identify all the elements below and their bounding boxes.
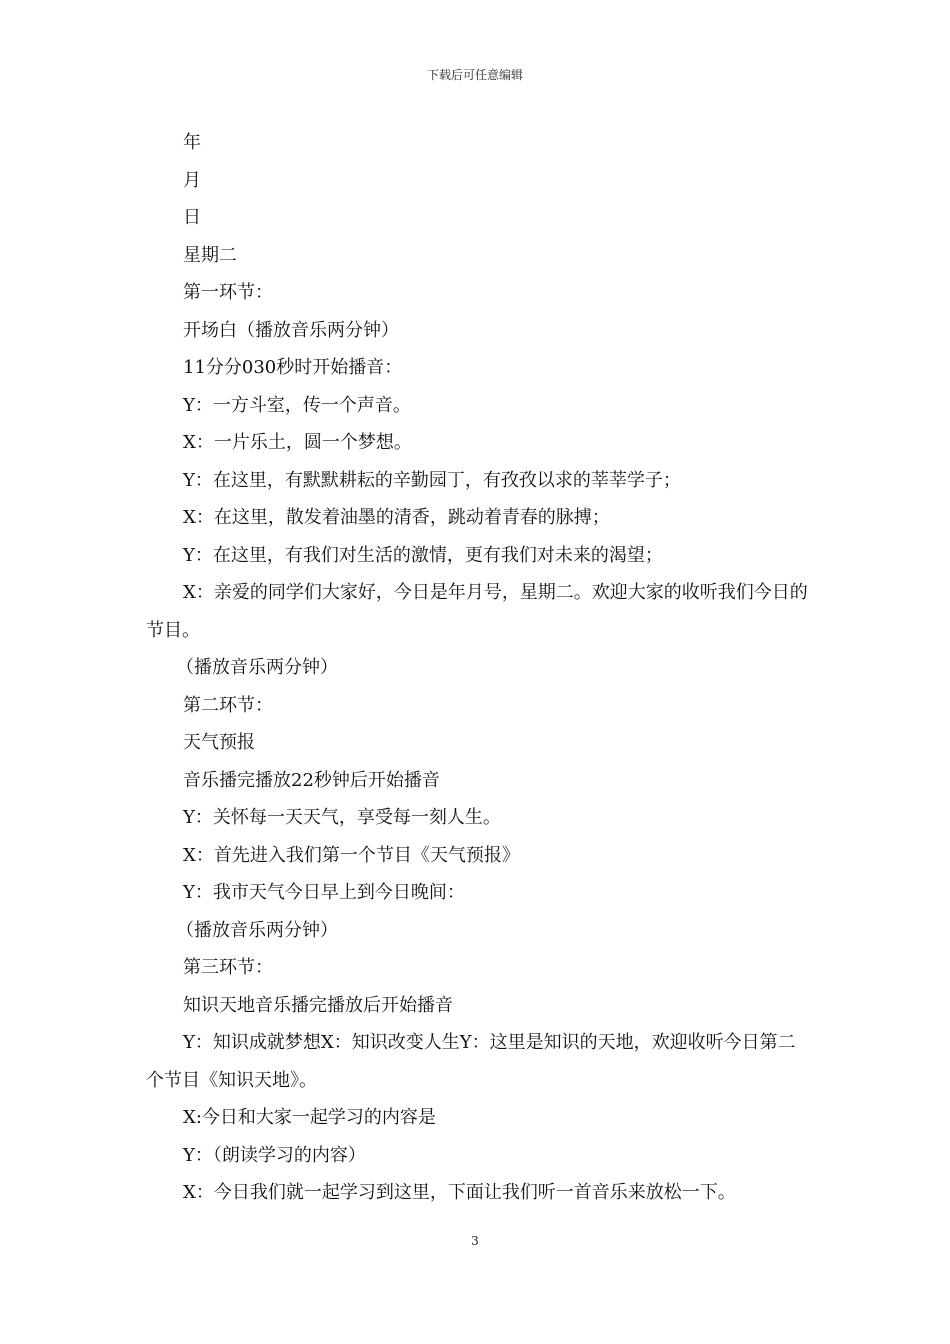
dialogue-line: X：首先进入我们第一个节目《天气预报》 bbox=[183, 844, 520, 866]
dialogue-paragraph: X：亲爱的同学们大家好，今日是年月号，星期二。欢迎大家的收听我们今日的节目。 bbox=[146, 582, 808, 641]
text-line: 开场白（播放音乐两分钟） bbox=[183, 319, 399, 341]
text-line-month: 月 bbox=[183, 169, 201, 191]
text-line: 知识天地音乐播完播放后开始播音 bbox=[183, 994, 453, 1016]
dialogue-paragraph: Y：知识成就梦想X：知识改变人生Y：这里是知识的天地，欢迎收听今日第二个节目《知识天地》。 bbox=[146, 1032, 796, 1091]
dialogue-line: Y：关怀每一天天气，享受每一刻人生。 bbox=[183, 807, 501, 828]
dialogue-line: Y：在这里，有我们对生活的激情，更有我们对未来的渴望； bbox=[183, 544, 663, 566]
dialogue-line: Y：在这里，有默默耕耘的辛勤园丁，有孜孜以求的莘莘学子； bbox=[183, 469, 681, 491]
section-heading-3: 第三环节： bbox=[183, 957, 273, 978]
dialogue-line: Y：一方斗室，传一个声音。 bbox=[183, 394, 411, 416]
dialogue-line: X:今日和大家一起学习的内容是 bbox=[183, 1107, 436, 1128]
text-line: 音乐播完播放22秒钟后开始播音 bbox=[183, 769, 440, 791]
dialogue-line: Y：（朗读学习的内容） bbox=[183, 1144, 366, 1166]
page-header: 下载后可任意编辑 bbox=[426, 68, 523, 82]
page-number: 3 bbox=[471, 1234, 479, 1248]
text-line: 天气预报 bbox=[183, 732, 255, 753]
dialogue-line: X：在这里，散发着油墨的清香，跳动着青春的脉搏； bbox=[183, 507, 610, 528]
dialogue-line: X：今日我们就一起学习到这里，下面让我们听一首音乐来放松一下。 bbox=[183, 1182, 736, 1203]
section-heading-2: 第二环节： bbox=[183, 694, 273, 716]
text-line: 11分分030秒时开始播音： bbox=[183, 357, 403, 378]
document-body bbox=[146, 124, 808, 1212]
text-line-weekday: 星期二 bbox=[183, 244, 237, 266]
text-line: （播放音乐两分钟） bbox=[176, 657, 338, 678]
dialogue-line: X：一片乐土，圆一个梦想。 bbox=[183, 432, 412, 453]
text-line: （播放音乐两分钟） bbox=[176, 919, 338, 941]
dialogue-line: Y：我市天气今日早上到今日晚间： bbox=[183, 882, 465, 903]
text-line-year: 年 bbox=[183, 132, 201, 153]
text-line-day: 日 bbox=[183, 207, 201, 228]
section-heading-1: 第一环节： bbox=[183, 282, 273, 303]
